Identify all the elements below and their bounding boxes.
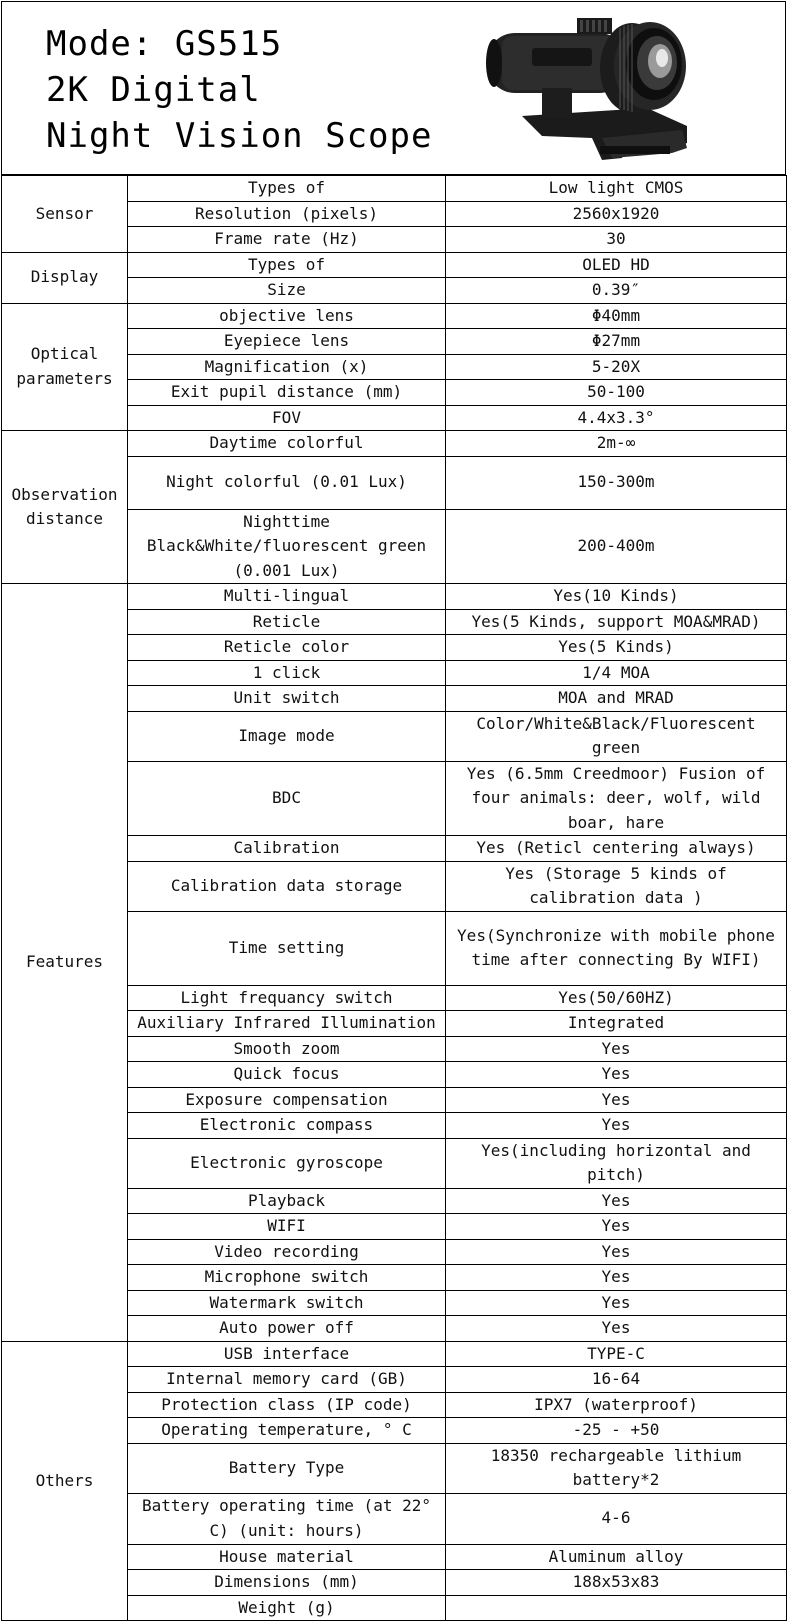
spec-value: 18350 rechargeable lithium battery*2 bbox=[446, 1443, 787, 1493]
spec-value: TYPE-C bbox=[446, 1341, 787, 1367]
spec-row bbox=[2, 252, 787, 278]
spec-value: Low light CMOS bbox=[446, 176, 787, 202]
spec-category: Observation distance bbox=[2, 431, 128, 584]
spec-value: 200-400m bbox=[446, 509, 787, 584]
spec-value: 2m-∞ bbox=[446, 431, 787, 457]
spec-parameter: House material bbox=[128, 1544, 446, 1570]
spec-value: IPX7 (waterproof) bbox=[446, 1392, 787, 1418]
spec-category: Others bbox=[2, 1341, 128, 1621]
spec-value: Yes bbox=[446, 1290, 787, 1316]
spec-value: Yes bbox=[446, 1214, 787, 1240]
spec-parameter: Light frequancy switch bbox=[128, 985, 446, 1011]
specifications-table bbox=[1, 175, 787, 1621]
spec-value: MOA and MRAD bbox=[446, 686, 787, 712]
spec-parameter: Quick focus bbox=[128, 1062, 446, 1088]
spec-parameter: Size bbox=[128, 278, 446, 304]
spec-parameter: Nighttime Black&White/fluorescent green (0.001 Lux) bbox=[128, 509, 446, 584]
spec-parameter: Dimensions (mm) bbox=[128, 1570, 446, 1596]
spec-value: Yes(5 Kinds, support MOA&MRAD) bbox=[446, 609, 787, 635]
spec-row bbox=[2, 584, 787, 610]
spec-parameter: Calibration data storage bbox=[128, 861, 446, 911]
spec-parameter: Watermark switch bbox=[128, 1290, 446, 1316]
spec-parameter: Exposure compensation bbox=[128, 1087, 446, 1113]
spec-value: 4-6 bbox=[446, 1493, 787, 1544]
spec-value: Yes bbox=[446, 1265, 787, 1291]
spec-parameter: Night colorful (0.01 Lux) bbox=[128, 456, 446, 509]
spec-parameter: WIFI bbox=[128, 1214, 446, 1240]
spec-value: Yes bbox=[446, 1316, 787, 1342]
spec-value: Aluminum alloy bbox=[446, 1544, 787, 1570]
spec-parameter: Operating temperature, ° C bbox=[128, 1418, 446, 1444]
spec-value: Yes(10 Kinds) bbox=[446, 584, 787, 610]
spec-row bbox=[2, 431, 787, 457]
spec-parameter: FOV bbox=[128, 405, 446, 431]
spec-value: Yes bbox=[446, 1113, 787, 1139]
title-line-resolution: 2K Digital bbox=[46, 70, 261, 110]
spec-parameter: Battery Type bbox=[128, 1443, 446, 1493]
spec-value: 30 bbox=[446, 227, 787, 253]
spec-value: Yes bbox=[446, 1036, 787, 1062]
spec-parameter: Frame rate (Hz) bbox=[128, 227, 446, 253]
spec-parameter: Playback bbox=[128, 1188, 446, 1214]
spec-value: Yes bbox=[446, 1188, 787, 1214]
spec-value: 150-300m bbox=[446, 456, 787, 509]
spec-value: Yes(50/60HZ) bbox=[446, 985, 787, 1011]
spec-category: Features bbox=[2, 584, 128, 1342]
header-panel bbox=[1, 1, 786, 175]
spec-parameter: Auto power off bbox=[128, 1316, 446, 1342]
spec-parameter: Protection class (IP code) bbox=[128, 1392, 446, 1418]
spec-parameter: Types of bbox=[128, 176, 446, 202]
spec-parameter: Resolution (pixels) bbox=[128, 201, 446, 227]
spec-parameter: Smooth zoom bbox=[128, 1036, 446, 1062]
spec-value: Integrated bbox=[446, 1011, 787, 1037]
spec-parameter: 1 click bbox=[128, 660, 446, 686]
spec-value: 16-64 bbox=[446, 1367, 787, 1393]
spec-value: Color/White&Black/Fluorescent green bbox=[446, 711, 787, 761]
spec-value: Yes bbox=[446, 1087, 787, 1113]
spec-value: OLED HD bbox=[446, 252, 787, 278]
spec-parameter: Electronic compass bbox=[128, 1113, 446, 1139]
spec-parameter: BDC bbox=[128, 761, 446, 836]
spec-parameter: Calibration bbox=[128, 836, 446, 862]
spec-parameter: Electronic gyroscope bbox=[128, 1138, 446, 1188]
spec-value: 188x53x83 bbox=[446, 1570, 787, 1596]
spec-parameter: Types of bbox=[128, 252, 446, 278]
spec-parameter: Reticle bbox=[128, 609, 446, 635]
title-line-product: Night Vision Scope bbox=[46, 116, 433, 156]
spec-parameter: objective lens bbox=[128, 303, 446, 329]
spec-parameter: Microphone switch bbox=[128, 1265, 446, 1291]
spec-parameter: Reticle color bbox=[128, 635, 446, 661]
spec-value: 4.4x3.3° bbox=[446, 405, 787, 431]
spec-parameter: Time setting bbox=[128, 911, 446, 985]
spec-value: Yes(including horizontal and pitch) bbox=[446, 1138, 787, 1188]
spec-row bbox=[2, 1341, 787, 1367]
spec-parameter: Weight (g) bbox=[128, 1595, 446, 1621]
spec-value: 5-20X bbox=[446, 354, 787, 380]
spec-value: Φ40mm bbox=[446, 303, 787, 329]
spec-value: 2560x1920 bbox=[446, 201, 787, 227]
spec-parameter: Eyepiece lens bbox=[128, 329, 446, 355]
spec-parameter: Video recording bbox=[128, 1239, 446, 1265]
spec-parameter: Magnification (x) bbox=[128, 354, 446, 380]
spec-value: Φ27mm bbox=[446, 329, 787, 355]
spec-row bbox=[2, 303, 787, 329]
scope-product-image bbox=[482, 8, 702, 168]
spec-value: 50-100 bbox=[446, 380, 787, 406]
spec-value: 0.39″ bbox=[446, 278, 787, 304]
spec-category: Display bbox=[2, 252, 128, 303]
spec-parameter: Multi-lingual bbox=[128, 584, 446, 610]
spec-value: -25 - +50 bbox=[446, 1418, 787, 1444]
spec-parameter: Auxiliary Infrared Illumination bbox=[128, 1011, 446, 1037]
spec-parameter: Exit pupil distance (mm) bbox=[128, 380, 446, 406]
spec-parameter: Battery operating time (at 22° C) (unit: hours) bbox=[128, 1493, 446, 1544]
spec-parameter: USB interface bbox=[128, 1341, 446, 1367]
spec-value: Yes (Storage 5 kinds of calibration data ) bbox=[446, 861, 787, 911]
spec-category: Optical parameters bbox=[2, 303, 128, 431]
spec-value: Yes(5 Kinds) bbox=[446, 635, 787, 661]
spec-value: Yes bbox=[446, 1062, 787, 1088]
spec-value: Yes (6.5mm Creedmoor) Fusion of four animals: deer, wolf, wild boar, hare bbox=[446, 761, 787, 836]
title-line-model: Mode: GS515 bbox=[46, 24, 283, 64]
spec-row bbox=[2, 176, 787, 202]
spec-value: 1/4 MOA bbox=[446, 660, 787, 686]
spec-value: Yes bbox=[446, 1239, 787, 1265]
spec-value: Yes (Reticl centering always) bbox=[446, 836, 787, 862]
spec-parameter: Image mode bbox=[128, 711, 446, 761]
spec-parameter: Daytime colorful bbox=[128, 431, 446, 457]
spec-parameter: Unit switch bbox=[128, 686, 446, 712]
spec-value: Yes(Synchronize with mobile phone time after connecting By WIFI) bbox=[446, 911, 787, 985]
spec-category: Sensor bbox=[2, 176, 128, 253]
spec-value bbox=[446, 1595, 787, 1621]
spec-parameter: Internal memory card (GB) bbox=[128, 1367, 446, 1393]
